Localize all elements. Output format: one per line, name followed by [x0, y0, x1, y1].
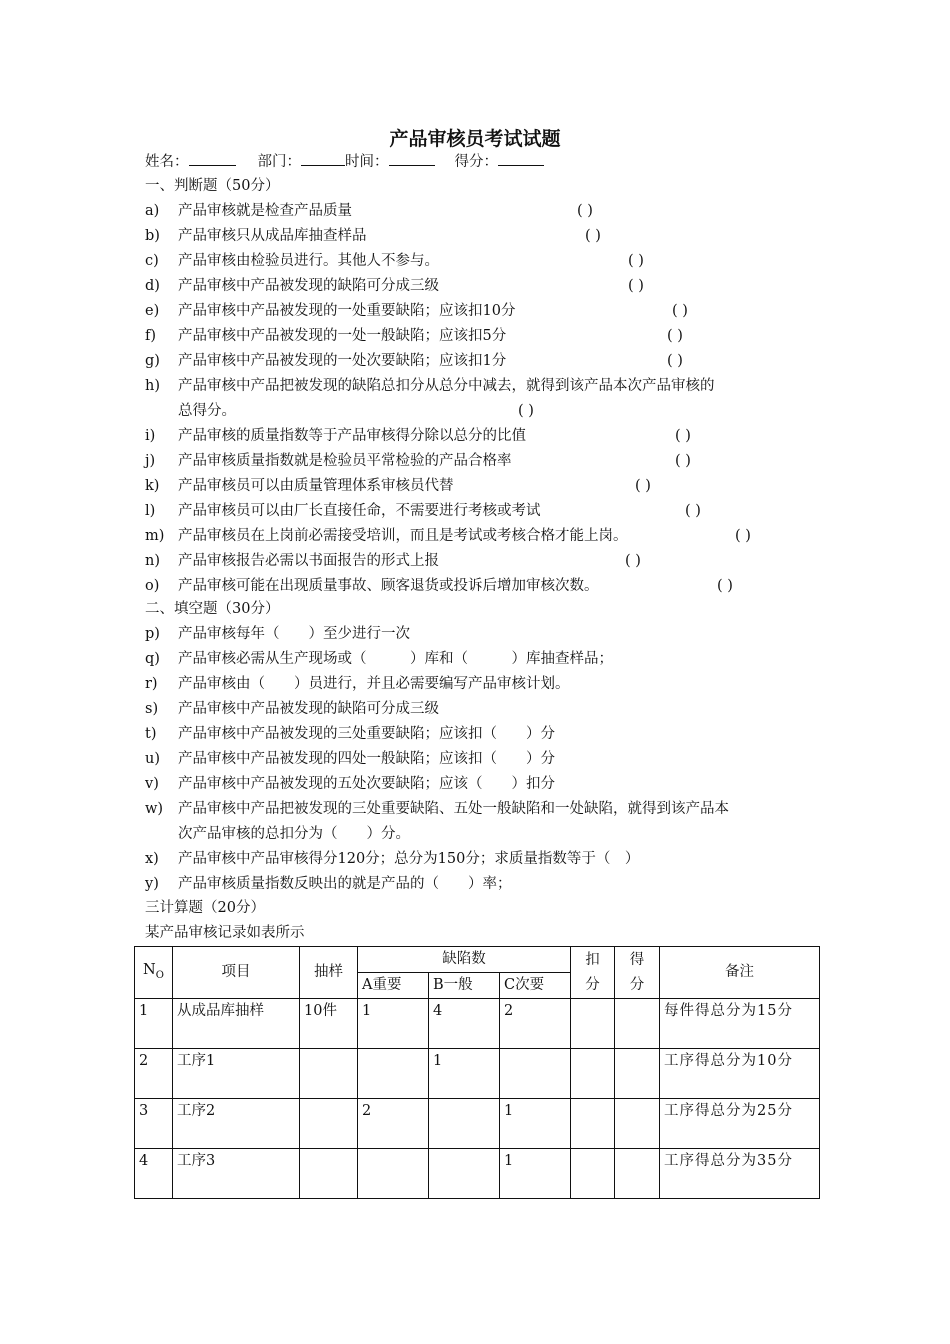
table-intro: 某产品审核记录如表所示: [145, 925, 305, 941]
item-label: a): [145, 203, 160, 219]
item-label: s): [145, 701, 159, 717]
cell-no: 4: [135, 1149, 173, 1199]
header-no: $N_O$: [135, 947, 173, 999]
item-text: 产品审核中产品被发现的一处重要缺陷；应该扣10分: [178, 303, 516, 319]
cell-remark: 工序得总分为25分: [660, 1099, 820, 1149]
answer-bracket[interactable]: ( ): [625, 553, 641, 569]
answer-bracket[interactable]: ( ): [675, 428, 691, 444]
cell-score: [615, 1099, 660, 1149]
answer-bracket[interactable]: ( ): [717, 578, 733, 594]
cell-c: [500, 1049, 571, 1099]
answer-bracket[interactable]: ( ): [667, 328, 683, 344]
header-fields: [145, 151, 544, 171]
item-label: f): [145, 328, 157, 344]
item-text: 产品审核员可以由厂长直接任命，不需要进行考核或考试: [178, 503, 541, 519]
table-row: [135, 999, 820, 1049]
cell-remark: 每件得总分为15分: [660, 999, 820, 1049]
answer-bracket[interactable]: ( ): [685, 503, 701, 519]
item-text: 产品审核员在上岗前必需接受培训，而且是考试或考核合格才能上岗。: [178, 528, 628, 544]
item-text: 产品审核质量指数反映出的就是产品的（ ）率；: [178, 876, 512, 892]
cell-remark: 工序得总分为10分: [660, 1049, 820, 1099]
cell-sample: 10件: [300, 999, 358, 1049]
item-label: q): [145, 651, 160, 667]
item-text: 产品审核质量指数就是检验员平常检验的产品合格率: [178, 453, 512, 469]
item-text: 产品审核中产品被发现的五处次要缺陷；应该（ ）扣分: [178, 776, 555, 792]
cell-a: 1: [358, 999, 429, 1049]
cell-item: 工序1: [173, 1049, 300, 1099]
item-text: 产品审核就是检查产品质量: [178, 203, 352, 219]
answer-bracket[interactable]: ( ): [628, 278, 644, 294]
table-row: [135, 1099, 820, 1149]
name-blank[interactable]: [189, 151, 236, 166]
dept-label: 部门：: [257, 154, 301, 170]
item-text: 产品审核中产品被发现的三处重要缺陷；应该扣（ ）分: [178, 726, 555, 742]
answer-bracket[interactable]: ( ): [577, 203, 593, 219]
cell-c: 1: [500, 1149, 571, 1199]
item-text: 产品审核中产品被发现的缺陷可分成三级: [178, 701, 439, 717]
section-heading-fill: 二、填空题（30分）: [145, 601, 280, 617]
item-text: 产品审核中产品审核得分120分；总分为150分；求质量指数等于（ ）: [178, 851, 640, 867]
answer-bracket[interactable]: ( ): [667, 353, 683, 369]
item-text: 产品审核中产品把被发现的三处重要缺陷、五处一般缺陷和一处缺陷，就得到该产品本: [178, 801, 729, 817]
answer-bracket[interactable]: ( ): [518, 403, 534, 419]
item-text: 产品审核只从成品库抽查样品: [178, 228, 367, 244]
item-label: e): [145, 303, 160, 319]
section-heading-calc: 三计算题（20分）: [145, 900, 265, 916]
cell-no: 2: [135, 1049, 173, 1099]
dept-blank[interactable]: [301, 151, 345, 166]
cell-deduct: [571, 1049, 615, 1099]
cell-deduct: [571, 1099, 615, 1149]
cell-a: 2: [358, 1099, 429, 1149]
item-label: y): [145, 876, 159, 892]
cell-sample: [300, 1049, 358, 1099]
header-deduct: 扣分: [571, 947, 615, 999]
item-text: 产品审核中产品把被发现的缺陷总扣分从总分中减去，就得到该产品本次产品审核的: [178, 378, 715, 394]
item-label: o): [145, 578, 160, 594]
item-label: x): [145, 851, 159, 867]
item-text: 产品审核可能在出现质量事故、顾客退货或投诉后增加审核次数。: [178, 578, 599, 594]
item-text: 产品审核中产品被发现的缺陷可分成三级: [178, 278, 439, 294]
cell-no: 3: [135, 1099, 173, 1149]
cell-item: 从成品库抽样: [173, 999, 300, 1049]
score-blank[interactable]: [498, 151, 544, 166]
item-label: k): [145, 478, 160, 494]
item-label: n): [145, 553, 160, 569]
answer-bracket[interactable]: ( ): [628, 253, 644, 269]
score-label: 得分：: [454, 154, 498, 170]
header-remark: 备注: [660, 947, 820, 999]
cell-b: [429, 1099, 500, 1149]
table-row: [135, 1149, 820, 1199]
cell-b: 4: [429, 999, 500, 1049]
item-label: v): [145, 776, 159, 792]
page-title: 产品审核员考试试题: [389, 128, 561, 150]
item-label: j): [145, 453, 156, 469]
header-item: 项目: [173, 947, 300, 999]
item-label: u): [145, 751, 160, 767]
header-c-minor: C次要: [500, 973, 571, 999]
cell-sample: [300, 1149, 358, 1199]
cell-deduct: [571, 1149, 615, 1199]
item-label: w): [145, 801, 164, 817]
cell-c: 1: [500, 1099, 571, 1149]
name-label: 姓名：: [145, 154, 189, 170]
time-label: 时间：: [345, 154, 389, 170]
item-text: 产品审核报告必需以书面报告的形式上报: [178, 553, 439, 569]
cell-score: [615, 1049, 660, 1099]
cell-sample: [300, 1099, 358, 1149]
item-label: g): [145, 353, 160, 369]
answer-bracket[interactable]: ( ): [735, 528, 751, 544]
cell-b: [429, 1149, 500, 1199]
item-text: 产品审核员可以由质量管理体系审核员代替: [178, 478, 454, 494]
item-label: m): [145, 528, 165, 544]
item-text: 产品审核每年（ ）至少进行一次: [178, 626, 410, 642]
cell-b: 1: [429, 1049, 500, 1099]
table-row: [135, 1049, 820, 1099]
item-label: t): [145, 726, 157, 742]
answer-bracket[interactable]: ( ): [585, 228, 601, 244]
item-label: i): [145, 428, 156, 444]
cell-score: [615, 999, 660, 1049]
item-text: 产品审核的质量指数等于产品审核得分除以总分的比值: [178, 428, 526, 444]
cell-no: 1: [135, 999, 173, 1049]
cell-a: [358, 1049, 429, 1099]
answer-bracket[interactable]: ( ): [635, 478, 651, 494]
section-heading-judgement: 一、判断题（50分）: [145, 178, 280, 194]
item-text-cont: 总得分。: [178, 403, 236, 419]
answer-bracket[interactable]: ( ): [672, 303, 688, 319]
item-label: c): [145, 253, 159, 269]
item-text: 产品审核必需从生产现场或（ ）库和（ ）库抽查样品；: [178, 651, 613, 667]
time-blank[interactable]: [389, 151, 435, 166]
cell-remark: 工序得总分为35分: [660, 1149, 820, 1199]
cell-c: 2: [500, 999, 571, 1049]
item-label: l): [145, 503, 156, 519]
item-text: 产品审核中产品被发现的一处次要缺陷；应该扣1分: [178, 353, 507, 369]
answer-bracket[interactable]: ( ): [675, 453, 691, 469]
item-label: b): [145, 228, 160, 244]
item-text-cont: 次产品审核的总扣分为（ ）分。: [178, 826, 410, 842]
header-score: 得分: [615, 947, 660, 999]
header-a-major: A重要: [358, 973, 429, 999]
cell-item: 工序2: [173, 1099, 300, 1149]
audit-record-table: [134, 946, 820, 1199]
item-label: h): [145, 378, 160, 394]
header-sample: 抽样: [300, 947, 358, 999]
item-label: r): [145, 676, 158, 692]
cell-score: [615, 1149, 660, 1199]
item-text: 产品审核中产品被发现的四处一般缺陷；应该扣（ ）分: [178, 751, 555, 767]
item-text: 产品审核由（ ）员进行，并且必需要编写产品审核计划。: [178, 676, 570, 692]
header-defects: 缺陷数: [358, 947, 571, 973]
item-label: p): [145, 626, 160, 642]
item-text: 产品审核中产品被发现的一处一般缺陷；应该扣5分: [178, 328, 507, 344]
cell-a: [358, 1149, 429, 1199]
item-text: 产品审核由检验员进行。其他人不参与。: [178, 253, 439, 269]
cell-deduct: [571, 999, 615, 1049]
cell-item: 工序3: [173, 1149, 300, 1199]
header-b-general: B一般: [429, 973, 500, 999]
item-label: d): [145, 278, 160, 294]
